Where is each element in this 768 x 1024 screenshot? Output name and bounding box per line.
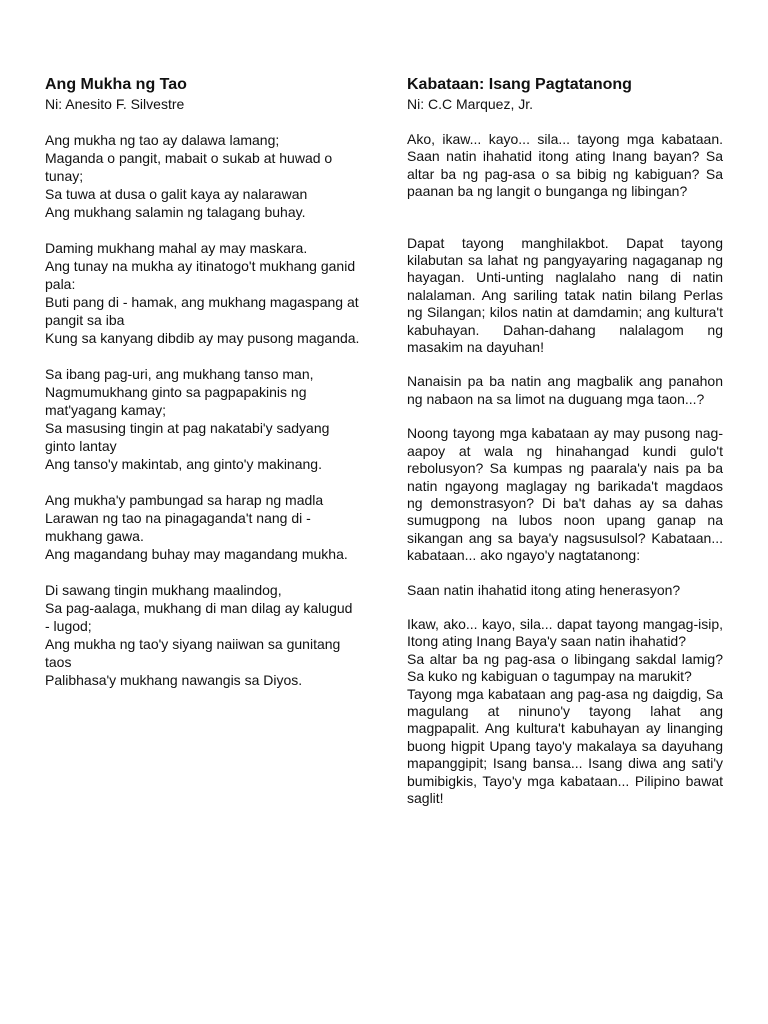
poem-line: Ang mukha ng tao'y siyang naiiwan sa gunitang taos [45,636,341,670]
poem-author: Ni: C.C Marquez, Jr. [407,96,534,112]
poem-line: Sa masusing tingin at pag nakatabi'y sadyang ginto lantay [45,420,330,454]
left-column [45,75,360,707]
poem-line: Larawan ng tao na pinagaganda't nang di - mukhang gawa. [45,510,311,544]
poem-paragraph: Dapat tayong manghilakbot. Dapat tayong kilabutan sa lahat ng pangyayaring nagaganap ng hayagan. Unti-unting naglalaho nang di natin nalalaman. Ang sariling tatak natin bilang Perlas ng Silangan; kilos natin at damdamin; ang kultura't kabuhayan. Dahan-dahang nalalagom ng masakim na dayuhan! [407,234,723,356]
poem-paragraph: Ikaw, ako... kayo, sila... dapat tayong mangag-isip, Itong ating Inang Baya'y saan natin ihahatid? [407,615,723,650]
poem-paragraph: Saan natin ihahatid itong ating henerasyon? [407,581,681,598]
poem-paragraph: Sa altar ba ng pag-asa o libingang sakdal lamig? Sa kuko ng kabiguan o tagumpay na marukit? [407,650,723,685]
poem-line: Sa tuwa at dusa o galit kaya ay nalarawan [45,186,308,202]
poem-line: Ang magandang buhay may magandang mukha. [45,546,348,562]
poem-line: Daming mukhang mahal ay may maskara. [45,240,308,256]
poem-line: Buti pang di - hamak, ang mukhang magaspang at pangit sa iba [45,294,359,328]
poem-author: Ni: Anesito F. Silvestre [45,96,185,112]
poem-line: Di sawang tingin mukhang maalindog, [45,582,282,598]
poem-line: Ang mukhang salamin ng talagang buhay. [45,204,306,220]
stanza [45,239,360,347]
poem-line: Maganda o pangit, mabait o sukab at huwad o tunay; [45,150,333,184]
stanza [45,581,360,689]
stanza [45,131,360,221]
poem-title: Ang Mukha ng Tao [45,76,187,93]
poem-paragraph: Noong tayong mga kabataan ay may pusong nag-aapoy at wala ng hinahangad kundi gulo't rebolusyon? Sa kumpas ng paarala'y nais pa ba natin ngayong maglagay ng barikada't magdaos ng demonstrasyon? Di ba't dahas ay sa dahas sumugpong na lubos noon upang ganap na sikangan ang sa baya'y nagsusulsol? Kabataan... kabataan... ako ngayo'y nagtatanong: [407,425,723,564]
poem-line: Ang tunay na mukha ay itinatogo't mukhang ganid pala: [45,258,356,292]
poem-title: Kabataan: Isang Pagtatanong [407,76,632,93]
stanza [45,365,360,473]
poem-paragraph: Ako, ikaw... kayo... sila... tayong mga kabataan. Saan natin ihahatid itong ating Inang bayan? Sa altar ba ng pag-asa o sa bibig ng kabiguan? Sa paanan ba ng langit o bunganga ng libingan? [407,131,723,200]
poem-line: Ang mukha ng tao ay dalawa lamang; [45,132,280,148]
poem-paragraph: Tayong mga kabataan ang pag-asa ng daigdig, Sa magulang at ninuno'y tayong lahat ang magpapalit. Ang kultura't kabuhayan ay linanging buong higpit Upang tayo'y makalaya sa dayuhang mapanggipit; Isang bansa... Isang diwa ang sati'y bumibigkis, Tayo'y mga kabataan... Pilipino bawat saglit! [407,685,723,806]
poem-line: Ang mukha'y pambungad sa harap ng madla [45,492,324,508]
right-column [407,75,723,807]
poem-line: Sa ibang pag-uri, ang mukhang tanso man, [45,366,314,382]
poem-line: Nagmumukhang ginto sa pagpapakinis ng mat'yagang kamay; [45,384,307,418]
poem-paragraph: Nanaisin pa ba natin ang magbalik ang panahon ng nabaon na sa limot na duguang mga taon...? [407,373,723,407]
poem-line: Sa pag-aalaga, mukhang di man dilag ay kalugud - lugod; [45,600,353,634]
poem-line: Kung sa kanyang dibdib ay may pusong maganda. [45,330,360,346]
poem-line: Ang tanso'y makintab, ang ginto'y makinang. [45,456,322,472]
poem-line: Palibhasa'y mukhang nawangis sa Diyos. [45,672,303,688]
stanza [45,491,360,563]
